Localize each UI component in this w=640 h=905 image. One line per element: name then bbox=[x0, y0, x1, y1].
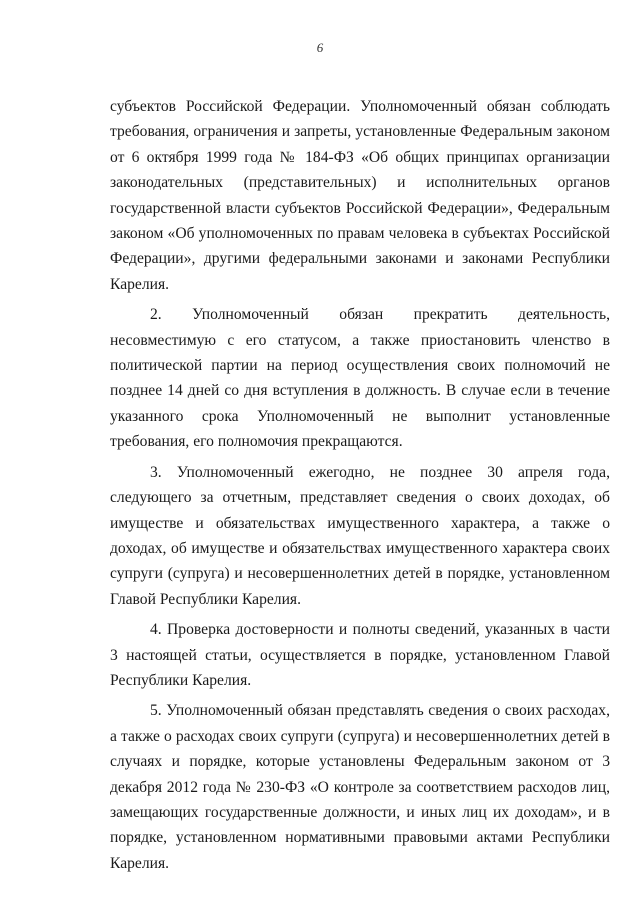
page-number: 6 bbox=[316, 40, 324, 55]
document-body bbox=[110, 94, 610, 881]
paragraph-item-2: 2. Уполномоченный обязан прекратить деятельность, несовместимую с его статусом, а также приостановить членство в политической партии на период осуществления своих полномочий не позднее 14 дней со дня вступления в должность. В случае если в течение указанного срока Уполномоченный не выполнит установленные требования, его полномочия прекращаются. bbox=[110, 306, 610, 451]
paragraph-item-3: 3. Уполномоченный ежегодно, не позднее 30 апреля года, следующего за отчетным, представляет сведения о своих доходах, об имуществе и обязательствах имущественного характера, а также о доходах, об имуществе и обязательствах имущественного характера своих супруги (супруга) и несовершеннолетних детей в порядке, установленном Главой Республики Карелия. bbox=[110, 463, 610, 608]
paragraph-continuation: субъектов Российской Федерации. Уполномоченный обязан соблюдать требования, ограничения и запреты, установленные Федеральным законом от 6 октября 1999 года № 184-ФЗ «Об общих принципах организации законодательных (представительных) и исполнительных органов государственной власти субъектов Российской Федерации», Федеральным законом «Об уполномоченных по правам человека в субъектах Российской Федерации», другими федеральными законами и законами Республики Карелия. bbox=[110, 98, 610, 293]
paragraph-item-4: 4. Проверка достоверности и полноты сведений, указанных в части 3 настоящей статьи, осуществляется в порядке, установленном Главой Республики Карелия. bbox=[110, 621, 610, 689]
paragraph-item-5: 5. Уполномоченный обязан представлять сведения о своих расходах, а также о расходах своих супруги (супруга) и несовершеннолетних детей в случаях и порядке, которые установлены Федеральным законом от 3 декабря 2012 года № 230-ФЗ «О контроле за соответствием расходов лиц, замещающих государственные должности, и иных лиц их доходам», и в порядке, установленном нормативными правовыми актами Республики Карелия. bbox=[110, 702, 610, 872]
